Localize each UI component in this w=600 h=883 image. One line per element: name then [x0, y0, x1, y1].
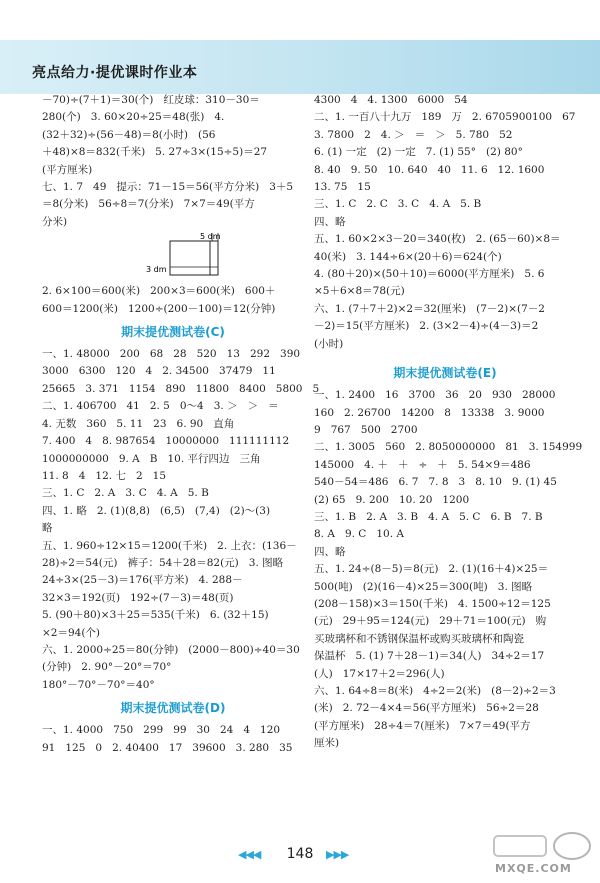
figure-left-label: 3 dm [146, 265, 167, 275]
section-c-line: 25665 3. 371 1154 890 11800 8400 5800 5 [42, 382, 320, 395]
section-e-line: 五、1. 24÷(8－5)＝8(元) 2. (1)(16＋4)×25＝ [314, 563, 549, 576]
nav-arrows-right-icon: ▶▶▶ [326, 848, 349, 861]
left-column [42, 92, 320, 757]
answer-line: 七、1. 7 49 提示：71－15＝56(平方分米) 3＋5 [42, 181, 294, 194]
answer-line: (小时) [314, 337, 344, 350]
section-e-line: 500(吨) (2)(16－4)×25＝300(吨) 3. 图略 [314, 580, 533, 593]
section-e-line: 145000 4. ＋ ＋ ÷ ＋ 5. 54×9＝486 [314, 458, 531, 471]
section-c-line: 7. 400 4 8. 987654 10000000 111111112 [42, 435, 290, 448]
answer-line: ＋48)×8＝832(千米) 5. 27÷3×(15÷5)＝27 [42, 146, 268, 159]
section-c-line: 三、1. C 2. A 3. C 4. A 5. B [42, 487, 209, 500]
section-c-line: 二、1. 406700 41 2. 5 0～4 3. ＞ ＞ ＝ [42, 400, 279, 413]
answer-line: 二、1. 一百八十九万 189 万 2. 6705900100 67 [314, 111, 576, 124]
section-c-line: 3000 6300 120 4 2. 34500 37479 11 [42, 365, 276, 378]
section-c-line: 11. 8 4 12. 七 2 15 [42, 469, 167, 482]
section-c-line: 5. (90＋80)×3＋25＝535(千米) 6. (32＋15) [42, 609, 269, 622]
book-title: 亮点给力·提优课时作业本 [32, 65, 198, 81]
section-e-line: (元) 29＋95＝124(元) 29＋71＝100(元) 购 [314, 615, 547, 628]
left-top-answers [42, 92, 304, 231]
section-c-line: 一、1. 48000 200 68 28 520 13 292 390 [42, 348, 301, 361]
answer-line: 8. 40 9. 50 10. 640 40 11. 6 12. 1600 [314, 163, 545, 176]
watermark-text: MXQE.COM [495, 862, 572, 875]
section-c-line: 32×3＝192(页) 192÷(7－3)＝48(页) [42, 591, 234, 604]
answer-line: ×5＋6×8＝78(元) [314, 285, 405, 298]
section-e-line: 540－54＝486 6. 7 7. 8 3 8. 10 9. (1) 45 [314, 476, 557, 489]
section-title-d: 期末提优测试卷(D) [120, 701, 226, 716]
nav-arrows-left-icon: ◀◀◀ [238, 848, 261, 861]
answer-line: (32＋32)÷(56－48)＝8(小时) (56 [42, 128, 216, 141]
section-e-line: 三、1. B 2. A 3. B 4. A 5. C 6. B 7. B [314, 510, 543, 523]
answer-line: 六、1. (7＋7＋2)×2＝32(厘米) (7－2)×(7－2 [314, 302, 545, 315]
section-e-line: 买玻璃杯和不锈钢保温杯或购买玻璃杯和陶瓷 [314, 632, 524, 645]
right-column [314, 92, 583, 753]
section-c-line: 28)÷2＝54(元) 裤子：54＋28＝82(元) 3. 图略 [42, 556, 284, 569]
answer-line: 4. (80＋20)×(50＋10)＝6000(平方厘米) 5. 6 [314, 268, 545, 281]
section-e-line: 四、略 [314, 545, 346, 558]
section-e-line: (人) 17×17＋2＝296(人) [314, 667, 445, 680]
section-c-line: 四、1. 略 2. (1)(8,8) (6,5) (7,4) (2)～(3) [42, 504, 271, 517]
section-c-line: 五、1. 960÷12×15＝1200(千米) 2. 上衣：(136－ [42, 539, 297, 552]
answer-line: 600＝1200(米) 1200÷(200－100)＝12(分钟) [42, 302, 276, 315]
section-e-line: 一、1. 2400 16 3700 36 20 930 28000 [314, 389, 556, 402]
section-e-line: (平方厘米) 28÷4＝7(厘米) 7×7＝49(平方 [314, 719, 531, 732]
answer-line: 五、1. 60×2×3－20＝340(枚) 2. (65－60)×8＝ [314, 233, 561, 246]
left-after-figure-answers [42, 283, 304, 318]
answer-line: －70)÷(7＋1)＝30(个) 红皮球：310－30＝ [42, 94, 260, 106]
section-c-line: 1000000000 9. A B 10. 平行四边 三角 [42, 452, 261, 465]
section-d-line: 91 125 0 2. 40400 17 39600 3. 280 35 [42, 741, 293, 754]
answer-line: (平方厘米) [42, 163, 93, 176]
section-e-line: 厘米) [314, 737, 340, 750]
answer-line: 13. 75 15 [314, 181, 371, 194]
section-c-answers [42, 346, 320, 694]
section-e-line: 8. A 9. C 10. A [314, 528, 404, 541]
section-e-line: (2) 65 9. 200 10. 20 1200 [314, 493, 470, 506]
section-e-line: (208－158)×3＝150(千米) 4. 1500÷12＝125 [314, 597, 551, 610]
section-d-line: 一、1. 4000 750 299 99 30 24 4 120 [42, 724, 281, 737]
section-e-line: 二、1. 3005 560 2. 8050000000 81 3. 154999 [314, 441, 583, 454]
section-e-line: 保温杯 5. (1) 7＋28－1)＝34(人) 34÷2＝17 [314, 650, 545, 663]
section-c-line: 4. 无数 360 5. 11 23 6. 90 直角 [42, 417, 235, 430]
section-c-line: 略 [42, 522, 53, 535]
section-e-line: 160 2. 26700 14200 8 13338 3. 9000 [314, 406, 545, 419]
figure-top-label: 5 dm [200, 232, 221, 242]
rectangle-figure [42, 231, 304, 283]
answer-line: 四、略 [314, 215, 346, 228]
answer-line: 40(米) 3. 144÷6×(20＋6)＝624(个) [314, 250, 502, 263]
right-top-answers [314, 92, 576, 353]
section-title-e: 期末提优测试卷(E) [393, 366, 497, 381]
answer-line: －2)＝15(平方厘米) 2. (3×2－4)÷(4－3)＝2 [314, 320, 539, 333]
section-d-answers [42, 722, 304, 757]
section-e-line: 9 767 500 2700 [314, 423, 418, 436]
section-c-line: ×2＝94(个) [42, 626, 101, 639]
answer-line: 4300 4 4. 1300 6000 54 [314, 94, 468, 106]
section-e-answers [314, 387, 583, 753]
answer-line: 三、1. C 2. C 3. C 4. A 5. B [314, 198, 482, 211]
answer-line: 280(个) 3. 60×20÷25＝48(张) 4. [42, 111, 225, 124]
area-figure [42, 231, 304, 283]
answer-line: 6. (1) 一定 (2) 一定 7. (1) 55° (2) 80° [314, 146, 523, 159]
section-title-c: 期末提优测试卷(C) [121, 325, 225, 340]
answer-line: 3. 7800 2 4. ＞ ＝ ＞ 5. 780 52 [314, 128, 513, 141]
answer-line: 分米) [42, 215, 68, 228]
section-c-line: 24÷3×(25－3)＝176(平方米) 4. 288－ [42, 574, 243, 587]
section-e-line: 六、1. 64÷8＝8(米) 4÷2＝2(米) (8－2)÷2＝3 [314, 685, 556, 697]
section-e-line: (米) 2. 72－4×4＝56(平方厘米) 56÷2＝28 [314, 702, 539, 715]
answer-line: ＝8(分米) 56÷8＝7(分米) 7×7＝49(平方 [42, 198, 255, 211]
section-c-line: 180°－70°－70°＝40° [42, 678, 155, 691]
section-c-line: 六、1. 2000÷25＝80(分钟) (2000－800)÷40＝30 [42, 643, 300, 656]
page-number: 148 [286, 846, 314, 862]
answer-line: 2. 6×100＝600(米) 200×3＝600(米) 600＋ [42, 285, 276, 298]
section-c-line: (分钟) 2. 90°－20°＝70° [42, 661, 172, 674]
